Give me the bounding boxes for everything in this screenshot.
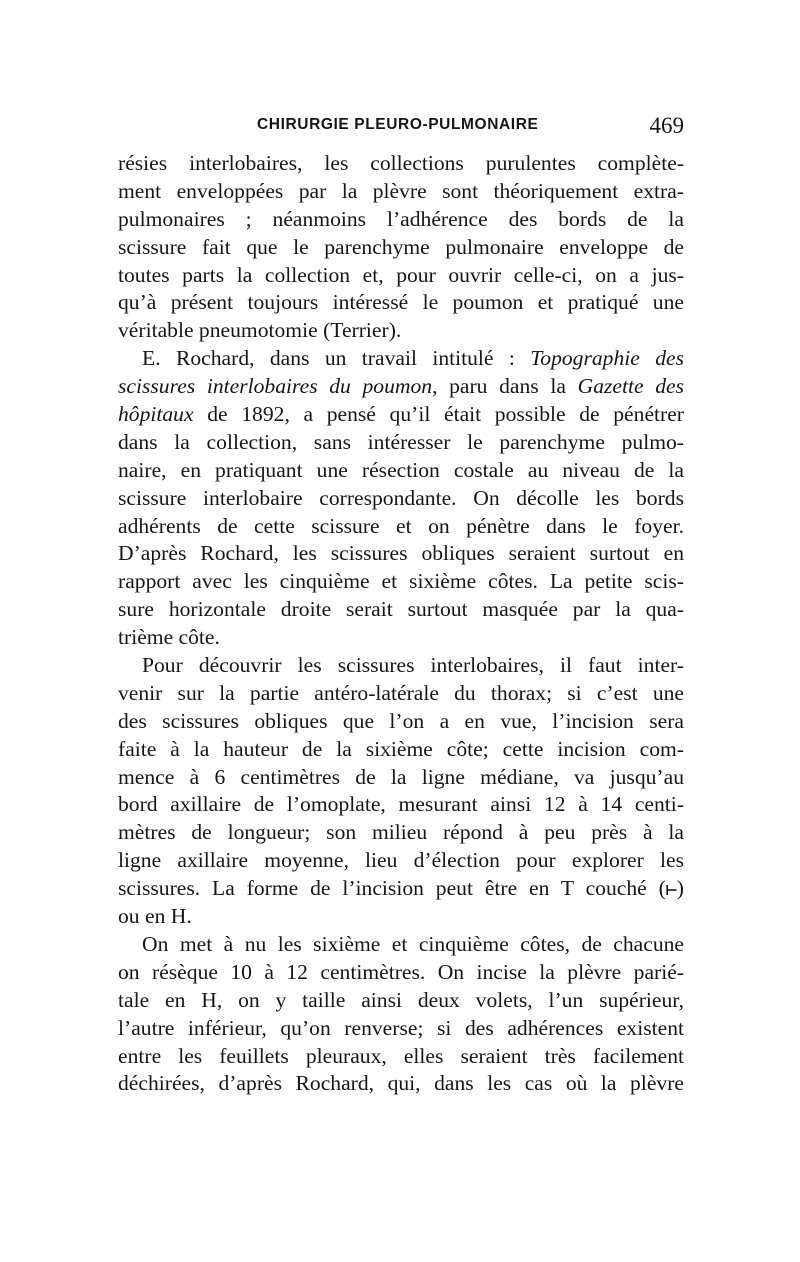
page-header: [118, 113, 684, 143]
text-run: de 1892, a pensé qu’il était possible de pénétrer: [193, 402, 684, 427]
text-line: mètres de longueur; son milieu répond à peu près à la: [118, 820, 684, 845]
text-line: ment enveloppées par la plèvre sont théoriquement extra-: [118, 178, 684, 203]
running-head: CHIRURGIE PLEURO-PULMONAIRE: [257, 116, 539, 133]
text-line: naire, en pratiquant une résection costale au niveau de la: [118, 457, 684, 482]
t-couche-icon: [666, 884, 677, 896]
text-line: trième côte.: [118, 625, 220, 650]
text-line: ligne axillaire moyenne, lieu d’élection pour explorer les: [118, 848, 684, 873]
italic-title-run: Topographie des: [530, 346, 684, 371]
text-line: l’autre inférieur, qu’on renverse; si des adhérences existent: [118, 1015, 684, 1040]
text-line: des scissures obliques que l’on a en vue, l’incision sera: [118, 708, 684, 733]
text-line: [118, 373, 684, 401]
text-line: venir sur la partie antéro-latérale du thorax; si c’est une: [118, 680, 684, 705]
text-line: rapport avec les cinquième et sixième côtes. La petite scis-: [118, 569, 684, 594]
text-line: dans la collection, sans intéresser le parenchyme pulmo-: [118, 429, 684, 454]
italic-journal-run: Gazette des: [577, 374, 684, 399]
text-line: véritable pneumotomie (Terrier).: [118, 318, 402, 343]
text-line: adhérents de cette scissure et on pénètre dans le foyer.: [118, 513, 684, 538]
text-line: D’après Rochard, les scissures obliques seraient surtout en: [118, 541, 684, 566]
text-line: toutes parts la collection et, pour ouvrir celle-ci, on a jus-: [118, 262, 684, 287]
text-line: on résèque 10 à 12 centimètres. On incise la plèvre parié-: [118, 959, 684, 984]
text-run: E. Rochard, dans un travail intitulé :: [142, 346, 531, 371]
text-line: résies interlobaires, les collections purulentes complète-: [118, 151, 684, 175]
text-run: , paru dans la: [432, 374, 578, 399]
text-line: tale en H, on y taille ainsi deux volets, l’un supérieur,: [118, 987, 684, 1012]
body-text: [118, 150, 684, 1098]
text-line: [118, 875, 684, 903]
text-line: bord axillaire de l’omoplate, mesurant ainsi 12 à 14 centi-: [118, 792, 684, 817]
text-line: scissure interlobaire correspondante. On décolle les bords: [118, 485, 684, 510]
text-line: ou en H.: [118, 904, 192, 929]
text-line: [118, 345, 684, 373]
italic-journal-run: hôpitaux: [118, 402, 194, 427]
text-line: [118, 401, 684, 429]
text-line: déchirées, d’après Rochard, qui, dans les cas où la plèvre: [118, 1071, 684, 1096]
text-line: mence à 6 centimètres de la ligne médiane, va jusqu’au: [118, 764, 684, 789]
italic-title-run: scissures interlobaires du poumon: [118, 374, 433, 399]
text-line: Pour découvrir les scissures interlobaires, il faut inter-: [142, 653, 684, 678]
text-line: entre les feuillets pleuraux, elles seraient très facilement: [118, 1043, 684, 1068]
text-run: ): [676, 876, 684, 901]
text-line: qu’à présent toujours intéressé le poumon et pratiqué une: [118, 290, 684, 315]
text-run: scissures. La forme de l’incision peut être en T couché (: [118, 876, 666, 901]
text-line: sure horizontale droite serait surtout masquée par la qua-: [118, 597, 684, 622]
text-line: pulmonaires ; néanmoins l’adhérence des bords de la: [118, 206, 684, 231]
page-number: 469: [649, 113, 684, 138]
text-line: scissure fait que le parenchyme pulmonaire enveloppe de: [118, 234, 684, 259]
text-line: On met à nu les sixième et cinquième côtes, de chacune: [142, 931, 684, 956]
text-line: faite à la hauteur de la sixième côte; cette incision com-: [118, 736, 684, 761]
